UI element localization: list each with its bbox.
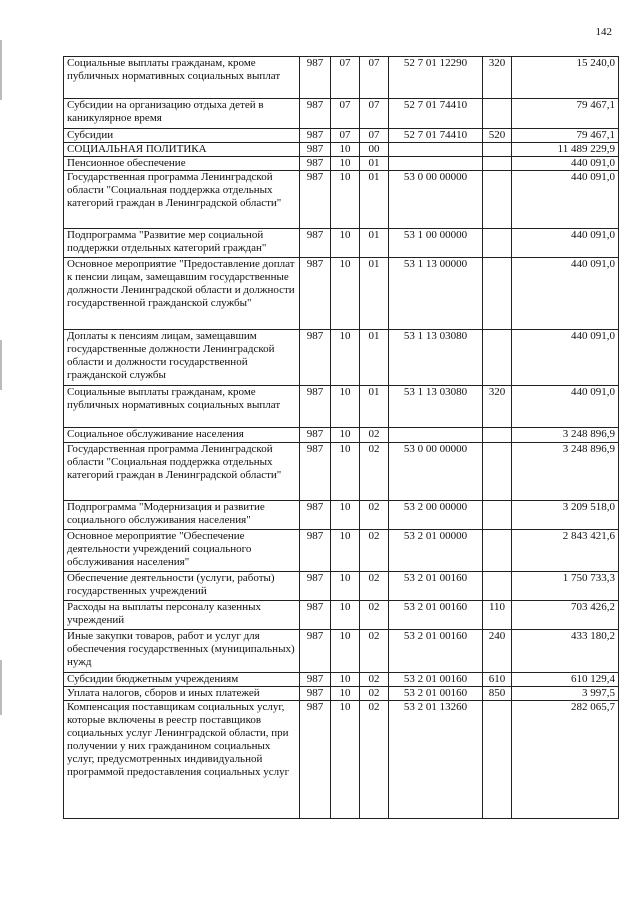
target-article-code — [389, 428, 483, 443]
budget-table — [63, 56, 619, 819]
section-code: 10 — [331, 157, 360, 171]
grbs-code: 987 — [300, 99, 331, 129]
expense-type-code: 320 — [483, 386, 512, 428]
grbs-code: 987 — [300, 386, 331, 428]
subsection-code: 02 — [360, 443, 389, 501]
expense-type-code: 240 — [483, 630, 512, 673]
scan-edge-mark — [0, 340, 2, 390]
subsection-code: 02 — [360, 428, 389, 443]
section-code: 07 — [331, 129, 360, 143]
subsection-code: 02 — [360, 530, 389, 572]
expense-type-code — [483, 171, 512, 229]
target-article-code — [389, 157, 483, 171]
section-code: 10 — [331, 501, 360, 530]
row-name: Основное мероприятие "Предоставление доплат к пенсии лицам, замещавшим государственные должности Ленинградской области и должности государственной гражданской службы" — [64, 258, 300, 330]
grbs-code: 987 — [300, 701, 331, 819]
amount: 79 467,1 — [512, 129, 619, 143]
subsection-code: 01 — [360, 171, 389, 229]
subsection-code: 02 — [360, 630, 389, 673]
grbs-code: 987 — [300, 258, 331, 330]
amount: 11 489 229,9 — [512, 143, 619, 157]
section-code: 10 — [331, 701, 360, 819]
amount: 703 426,2 — [512, 601, 619, 630]
expense-type-code: 110 — [483, 601, 512, 630]
row-name: Субсидии бюджетным учреждениям — [64, 673, 300, 687]
grbs-code: 987 — [300, 157, 331, 171]
subsection-code: 02 — [360, 701, 389, 819]
grbs-code: 987 — [300, 501, 331, 530]
section-code: 07 — [331, 99, 360, 129]
subsection-code: 00 — [360, 143, 389, 157]
subsection-code: 01 — [360, 258, 389, 330]
row-name: Социальные выплаты гражданам, кроме публичных нормативных социальных выплат — [64, 386, 300, 428]
row-name: Субсидии на организацию отдыха детей в каникулярное время — [64, 99, 300, 129]
grbs-code: 987 — [300, 630, 331, 673]
expense-type-code: 610 — [483, 673, 512, 687]
row-name: Пенсионное обеспечение — [64, 157, 300, 171]
row-name: Подпрограмма "Развитие мер социальной поддержки отдельных категорий граждан" — [64, 229, 300, 258]
subsection-code: 01 — [360, 386, 389, 428]
target-article-code: 53 0 00 00000 — [389, 171, 483, 229]
row-name: Социальные выплаты гражданам, кроме публичных нормативных социальных выплат — [64, 57, 300, 99]
subsection-code: 07 — [360, 99, 389, 129]
table-row — [64, 386, 619, 428]
amount: 1 750 733,3 — [512, 572, 619, 601]
table-row — [64, 428, 619, 443]
expense-type-code — [483, 330, 512, 386]
amount: 610 129,4 — [512, 673, 619, 687]
row-name: Государственная программа Ленинградской области "Социальная поддержка отдельных категорий граждан в Ленинградской области" — [64, 443, 300, 501]
amount: 15 240,0 — [512, 57, 619, 99]
target-article-code: 53 2 01 00160 — [389, 673, 483, 687]
grbs-code: 987 — [300, 143, 331, 157]
subsection-code: 02 — [360, 687, 389, 701]
amount: 440 091,0 — [512, 258, 619, 330]
table-row — [64, 501, 619, 530]
subsection-code: 01 — [360, 157, 389, 171]
grbs-code: 987 — [300, 171, 331, 229]
expense-type-code: 850 — [483, 687, 512, 701]
target-article-code: 53 0 00 00000 — [389, 443, 483, 501]
section-code: 10 — [331, 386, 360, 428]
grbs-code: 987 — [300, 57, 331, 99]
subsection-code: 02 — [360, 501, 389, 530]
table-row — [64, 572, 619, 601]
grbs-code: 987 — [300, 687, 331, 701]
budget-table-body — [64, 57, 619, 819]
section-code: 10 — [331, 428, 360, 443]
target-article-code: 53 2 01 13260 — [389, 701, 483, 819]
target-article-code: 52 7 01 74410 — [389, 99, 483, 129]
grbs-code: 987 — [300, 572, 331, 601]
expense-type-code: 320 — [483, 57, 512, 99]
expense-type-code — [483, 99, 512, 129]
grbs-code: 987 — [300, 229, 331, 258]
amount: 440 091,0 — [512, 386, 619, 428]
target-article-code: 52 7 01 12290 — [389, 57, 483, 99]
row-name: Иные закупки товаров, работ и услуг для обеспечения государственных (муниципальных) нужд — [64, 630, 300, 673]
amount: 3 209 518,0 — [512, 501, 619, 530]
grbs-code: 987 — [300, 428, 331, 443]
subsection-code: 01 — [360, 229, 389, 258]
row-name: Доплаты к пенсиям лицам, замещавшим государственные должности Ленинградской области и должности государственной гражданской службы — [64, 330, 300, 386]
expense-type-code — [483, 428, 512, 443]
expense-type-code — [483, 530, 512, 572]
section-code: 10 — [331, 229, 360, 258]
amount: 433 180,2 — [512, 630, 619, 673]
expense-type-code — [483, 443, 512, 501]
amount: 440 091,0 — [512, 171, 619, 229]
section-code: 10 — [331, 258, 360, 330]
target-article-code: 53 2 01 00160 — [389, 630, 483, 673]
table-row — [64, 630, 619, 673]
target-article-code: 53 2 01 00160 — [389, 601, 483, 630]
row-name: Уплата налогов, сборов и иных платежей — [64, 687, 300, 701]
table-row — [64, 258, 619, 330]
row-name: Государственная программа Ленинградской области "Социальная поддержка отдельных категорий граждан в Ленинградской области" — [64, 171, 300, 229]
grbs-code: 987 — [300, 129, 331, 143]
table-row — [64, 57, 619, 99]
table-row — [64, 701, 619, 819]
target-article-code: 53 1 13 03080 — [389, 330, 483, 386]
grbs-code: 987 — [300, 530, 331, 572]
target-article-code: 53 2 01 00000 — [389, 530, 483, 572]
table-row — [64, 99, 619, 129]
amount: 440 091,0 — [512, 157, 619, 171]
section-code: 10 — [331, 673, 360, 687]
subsection-code: 02 — [360, 673, 389, 687]
grbs-code: 987 — [300, 673, 331, 687]
expense-type-code — [483, 157, 512, 171]
amount: 440 091,0 — [512, 330, 619, 386]
amount: 79 467,1 — [512, 99, 619, 129]
subsection-code: 01 — [360, 330, 389, 386]
table-row — [64, 229, 619, 258]
section-code: 10 — [331, 443, 360, 501]
table-row — [64, 601, 619, 630]
table-row — [64, 687, 619, 701]
row-name: Основное мероприятие "Обеспечение деятельности учреждений социального обслуживания населения" — [64, 530, 300, 572]
table-row — [64, 530, 619, 572]
row-name: Расходы на выплаты персоналу казенных учреждений — [64, 601, 300, 630]
subsection-code: 07 — [360, 57, 389, 99]
amount: 3 997,5 — [512, 687, 619, 701]
section-code: 10 — [331, 330, 360, 386]
section-code: 10 — [331, 572, 360, 601]
row-name: Компенсация поставщикам социальных услуг, которые включены в реестр поставщиков социальных услуг Ленинградской области, при получении у них гражданином социальных услуг, предусмотренных индивидуальной программой предоставления социальных услуг — [64, 701, 300, 819]
page-number: 142 — [595, 26, 612, 38]
row-name: Обеспечение деятельности (услуги, работы) государственных учреждений — [64, 572, 300, 601]
table-row — [64, 443, 619, 501]
expense-type-code — [483, 501, 512, 530]
grbs-code: 987 — [300, 601, 331, 630]
row-name: СОЦИАЛЬНАЯ ПОЛИТИКА — [64, 143, 300, 157]
table-row — [64, 143, 619, 157]
expense-type-code — [483, 258, 512, 330]
target-article-code: 53 1 13 03080 — [389, 386, 483, 428]
section-code: 10 — [331, 530, 360, 572]
target-article-code: 53 1 00 00000 — [389, 229, 483, 258]
amount: 2 843 421,6 — [512, 530, 619, 572]
subsection-code: 02 — [360, 601, 389, 630]
expense-type-code: 520 — [483, 129, 512, 143]
target-article-code: 53 2 01 00160 — [389, 687, 483, 701]
section-code: 10 — [331, 687, 360, 701]
row-name: Социальное обслуживание населения — [64, 428, 300, 443]
subsection-code: 02 — [360, 572, 389, 601]
amount: 282 065,7 — [512, 701, 619, 819]
table-row — [64, 673, 619, 687]
row-name: Подпрограмма "Модернизация и развитие социального обслуживания населения" — [64, 501, 300, 530]
table-row — [64, 129, 619, 143]
amount: 3 248 896,9 — [512, 443, 619, 501]
amount: 3 248 896,9 — [512, 428, 619, 443]
section-code: 07 — [331, 57, 360, 99]
scan-edge-mark — [0, 40, 2, 100]
scan-edge-mark — [0, 660, 2, 715]
table-row — [64, 171, 619, 229]
table-row — [64, 157, 619, 171]
target-article-code: 53 1 13 00000 — [389, 258, 483, 330]
expense-type-code — [483, 143, 512, 157]
grbs-code: 987 — [300, 330, 331, 386]
expense-type-code — [483, 229, 512, 258]
section-code: 10 — [331, 171, 360, 229]
target-article-code: 53 2 00 00000 — [389, 501, 483, 530]
expense-type-code — [483, 701, 512, 819]
target-article-code: 53 2 01 00160 — [389, 572, 483, 601]
section-code: 10 — [331, 630, 360, 673]
section-code: 10 — [331, 601, 360, 630]
expense-type-code — [483, 572, 512, 601]
amount: 440 091,0 — [512, 229, 619, 258]
section-code: 10 — [331, 143, 360, 157]
grbs-code: 987 — [300, 443, 331, 501]
target-article-code — [389, 143, 483, 157]
target-article-code: 52 7 01 74410 — [389, 129, 483, 143]
row-name: Субсидии — [64, 129, 300, 143]
table-row — [64, 330, 619, 386]
subsection-code: 07 — [360, 129, 389, 143]
